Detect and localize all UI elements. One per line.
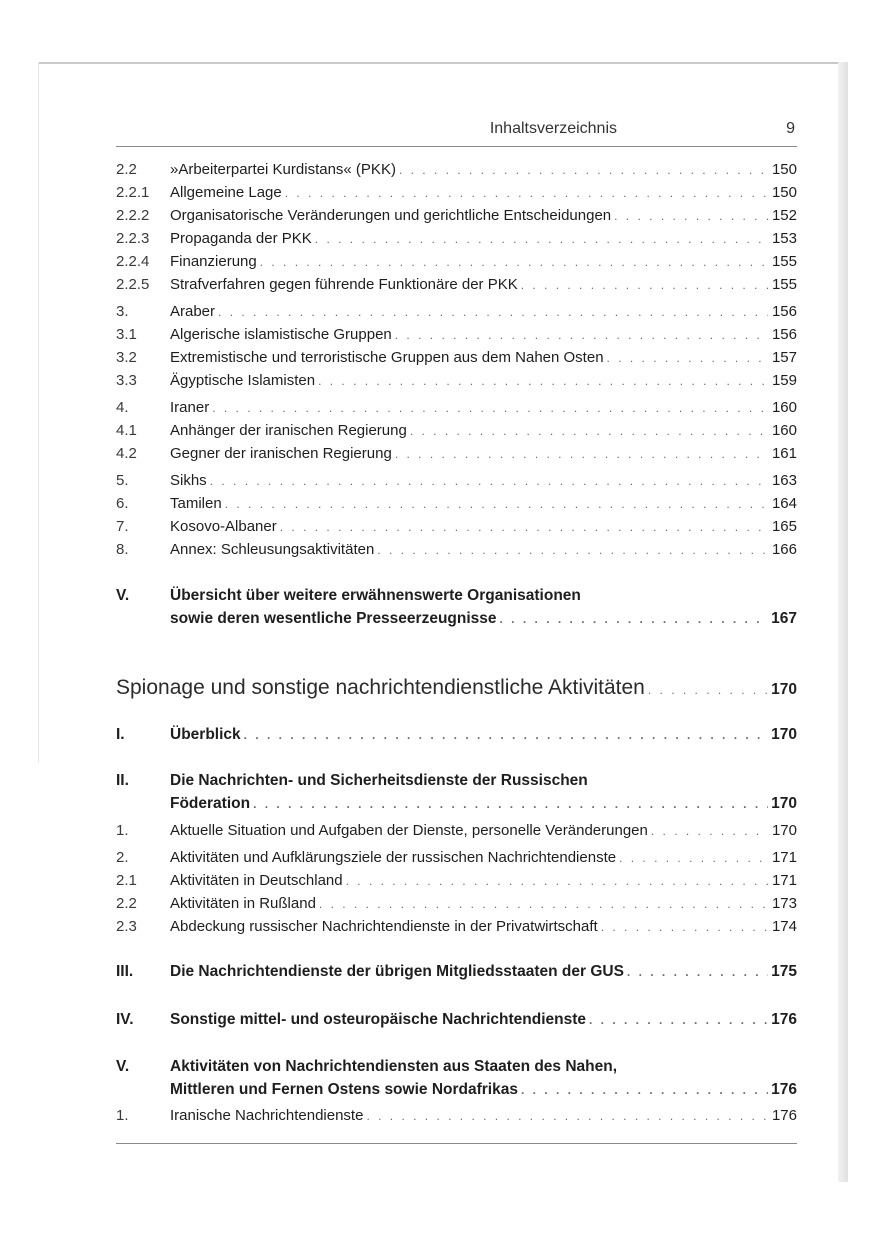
entry-title: »Arbeiterpartei Kurdistans« (PKK) bbox=[170, 161, 396, 178]
entry-page: 155 bbox=[771, 276, 797, 293]
entry-page: 171 bbox=[771, 849, 797, 866]
toc-entry[interactable] bbox=[116, 1106, 797, 1126]
dot-leader bbox=[315, 229, 768, 249]
dot-leader bbox=[614, 206, 768, 226]
entry-page: 171 bbox=[771, 872, 797, 889]
entry-title: Strafverfahren gegen führende Funktionäre der PKK bbox=[170, 276, 518, 293]
entry-title: Aktuelle Situation und Aufgaben der Dienste, personelle Veränderungen bbox=[170, 822, 648, 839]
toc-part-v2-line1[interactable] bbox=[116, 1057, 797, 1077]
part-title-line2: sowie deren wesentliche Presseerzeugnisse bbox=[170, 610, 497, 627]
toc-entry[interactable] bbox=[116, 183, 797, 203]
entry-title: Gegner der iranischen Regierung bbox=[170, 445, 392, 462]
part-title-line1: Übersicht über weitere erwähnenswerte Organisationen bbox=[170, 587, 581, 604]
dot-leader bbox=[651, 821, 768, 841]
toc-entry[interactable] bbox=[116, 302, 797, 322]
part-page: 176 bbox=[771, 1081, 797, 1098]
entry-number: 5. bbox=[116, 472, 129, 489]
dot-leader bbox=[366, 1106, 768, 1126]
toc-entry[interactable] bbox=[116, 894, 797, 914]
entry-number: 2.3 bbox=[116, 918, 137, 935]
toc-entry[interactable] bbox=[116, 517, 797, 537]
chapter-page: 170 bbox=[771, 681, 797, 698]
entry-page: 150 bbox=[771, 161, 797, 178]
entry-title: Aktivitäten und Aufklärungsziele der russischen Nachrichtendienste bbox=[170, 849, 617, 866]
part-title-line2: Mittleren und Fernen Ostens sowie Nordafrikas bbox=[170, 1081, 518, 1098]
dot-leader bbox=[285, 183, 768, 203]
dot-leader bbox=[395, 444, 768, 464]
entry-page: 165 bbox=[771, 518, 797, 535]
part-title: Überblick bbox=[170, 726, 241, 743]
toc-part-iii[interactable] bbox=[116, 962, 797, 982]
toc-entry[interactable] bbox=[116, 398, 797, 418]
dot-leader bbox=[319, 894, 768, 914]
toc-entry[interactable] bbox=[116, 160, 797, 180]
toc-entry[interactable] bbox=[116, 540, 797, 560]
dot-leader bbox=[601, 917, 768, 937]
toc-entry[interactable] bbox=[116, 371, 797, 391]
dot-leader bbox=[377, 540, 768, 560]
toc-part-v2[interactable] bbox=[116, 1080, 797, 1100]
dot-leader bbox=[589, 1010, 768, 1030]
entry-number: 6. bbox=[116, 495, 129, 512]
entry-number: 3. bbox=[116, 303, 129, 320]
entry-page: 161 bbox=[771, 445, 797, 462]
entry-number: 2.2 bbox=[116, 161, 137, 178]
dot-leader bbox=[410, 421, 768, 441]
dot-leader bbox=[212, 398, 768, 418]
entry-page: 159 bbox=[771, 372, 797, 389]
entry-page: 163 bbox=[771, 472, 797, 489]
entry-number: 2.2.3 bbox=[116, 230, 150, 247]
entry-page: 174 bbox=[771, 918, 797, 935]
part-title-line2: Föderation bbox=[170, 795, 251, 812]
entry-title: Finanzierung bbox=[170, 253, 257, 270]
entry-page: 150 bbox=[771, 184, 797, 201]
entry-number: 4.1 bbox=[116, 422, 137, 439]
part-page: 170 bbox=[771, 795, 797, 812]
entry-title: Allgemeine Lage bbox=[170, 184, 282, 201]
entry-number: 1. bbox=[116, 822, 129, 839]
entry-title: Iraner bbox=[170, 399, 210, 416]
entry-number: 8. bbox=[116, 541, 129, 558]
entry-title: Aktivitäten in Deutschland bbox=[170, 872, 343, 889]
entry-page: 157 bbox=[771, 349, 797, 366]
part-title: Die Nachrichtendienste der übrigen Mitgliedsstaaten der GUS bbox=[170, 963, 624, 980]
entry-title: Kosovo-Albaner bbox=[170, 518, 277, 535]
toc-entry[interactable] bbox=[116, 821, 797, 841]
dot-leader bbox=[648, 683, 768, 697]
toc-part-ii-line1[interactable] bbox=[116, 771, 797, 791]
entry-title: Organisatorische Veränderungen und gerichtliche Entscheidungen bbox=[170, 207, 612, 224]
dot-leader bbox=[521, 1080, 768, 1100]
toc-entry[interactable] bbox=[116, 325, 797, 345]
dot-leader bbox=[318, 371, 768, 391]
entry-title: Algerische islamistische Gruppen bbox=[170, 326, 392, 343]
toc-part-iv[interactable] bbox=[116, 1010, 797, 1030]
dot-leader bbox=[260, 252, 768, 272]
entry-number: 2. bbox=[116, 849, 129, 866]
entry-title: Annex: Schleusungsaktivitäten bbox=[170, 541, 375, 558]
dot-leader bbox=[346, 871, 768, 891]
entry-number: 2.2.2 bbox=[116, 207, 150, 224]
dot-leader bbox=[210, 471, 768, 491]
dot-leader bbox=[218, 302, 768, 322]
entry-title: Anhänger der iranischen Regierung bbox=[170, 422, 407, 439]
entry-page: 152 bbox=[771, 207, 797, 224]
toc-entry[interactable] bbox=[116, 275, 797, 295]
dot-leader bbox=[607, 348, 768, 368]
entry-number: 4. bbox=[116, 399, 129, 416]
dot-leader bbox=[244, 725, 768, 745]
toc-entry[interactable] bbox=[116, 229, 797, 249]
part-number: IV. bbox=[116, 1011, 134, 1028]
page-number: 9 bbox=[786, 120, 795, 137]
entry-page: 160 bbox=[771, 399, 797, 416]
entry-number: 7. bbox=[116, 518, 129, 535]
part-number: III. bbox=[116, 963, 134, 980]
toc-entry[interactable] bbox=[116, 471, 797, 491]
entry-number: 2.2.1 bbox=[116, 184, 150, 201]
toc-part-v[interactable] bbox=[116, 609, 797, 629]
entry-page: 173 bbox=[771, 895, 797, 912]
entry-title: Araber bbox=[170, 303, 216, 320]
entry-number: 2.1 bbox=[116, 872, 137, 889]
entry-page: 164 bbox=[771, 495, 797, 512]
running-title: Inhaltsverzeichnis bbox=[489, 120, 617, 137]
toc-part-ii[interactable] bbox=[116, 794, 797, 814]
part-number: V. bbox=[116, 1058, 130, 1075]
entry-page: 160 bbox=[771, 422, 797, 439]
entry-page: 170 bbox=[771, 822, 797, 839]
toc-entry[interactable] bbox=[116, 871, 797, 891]
entry-number: 4.2 bbox=[116, 445, 137, 462]
entry-page: 166 bbox=[771, 541, 797, 558]
dot-leader bbox=[521, 275, 768, 295]
footer-rule bbox=[116, 1143, 797, 1144]
entry-number: 3.3 bbox=[116, 372, 137, 389]
part-number: II. bbox=[116, 772, 129, 789]
entry-page: 156 bbox=[771, 303, 797, 320]
dot-leader bbox=[500, 609, 768, 629]
chapter-title: Spionage und sonstige nachrichtendienstliche Aktivitäten bbox=[116, 676, 645, 699]
entry-title: Propaganda der PKK bbox=[170, 230, 312, 247]
entry-number: 2.2 bbox=[116, 895, 137, 912]
toc-entry[interactable] bbox=[116, 421, 797, 441]
dot-leader bbox=[627, 962, 768, 982]
entry-page: 156 bbox=[771, 326, 797, 343]
part-title-line1: Die Nachrichten- und Sicherheitsdienste der Russischen bbox=[170, 772, 588, 789]
entry-title: Sikhs bbox=[170, 472, 207, 489]
dot-leader bbox=[280, 517, 768, 537]
dot-leader bbox=[399, 160, 768, 180]
entry-number: 2.2.4 bbox=[116, 253, 150, 270]
entry-title: Iranische Nachrichtendienste bbox=[170, 1107, 364, 1124]
dot-leader bbox=[619, 848, 768, 868]
part-title-line1: Aktivitäten von Nachrichtendiensten aus Staaten des Nahen, bbox=[170, 1058, 618, 1075]
dot-leader bbox=[253, 794, 768, 814]
part-number: I. bbox=[116, 726, 125, 743]
entry-title: Extremistische und terroristische Gruppen aus dem Nahen Osten bbox=[170, 349, 604, 366]
entry-title: Tamilen bbox=[170, 495, 222, 512]
part-title: Sonstige mittel- und osteuropäische Nachrichtendienste bbox=[170, 1011, 586, 1028]
toc-entry[interactable] bbox=[116, 494, 797, 514]
toc-entry[interactable] bbox=[116, 206, 797, 226]
entry-number: 1. bbox=[116, 1107, 129, 1124]
entry-number: 3.2 bbox=[116, 349, 137, 366]
part-number: V. bbox=[116, 587, 130, 604]
part-page: 170 bbox=[771, 726, 797, 743]
part-page: 175 bbox=[771, 963, 797, 980]
entry-page: 155 bbox=[771, 253, 797, 270]
toc-part-i[interactable] bbox=[116, 725, 797, 745]
entry-page: 176 bbox=[771, 1107, 797, 1124]
entry-title: Aktivitäten in Rußland bbox=[170, 895, 316, 912]
entry-page: 153 bbox=[771, 230, 797, 247]
dot-leader bbox=[395, 325, 768, 345]
toc-entry[interactable] bbox=[116, 917, 797, 937]
entry-title: Abdeckung russischer Nachrichtendienste in der Privatwirtschaft bbox=[170, 918, 598, 935]
toc-entry[interactable] bbox=[116, 848, 797, 868]
toc-entry[interactable] bbox=[116, 252, 797, 272]
part-page: 167 bbox=[771, 610, 797, 627]
toc-chapter[interactable] bbox=[116, 676, 797, 700]
toc-entry[interactable] bbox=[116, 444, 797, 464]
entry-title: Ägyptische Islamisten bbox=[170, 372, 316, 389]
toc-part-v-line1[interactable] bbox=[116, 586, 797, 606]
toc-entry[interactable] bbox=[116, 348, 797, 368]
entry-number: 2.2.5 bbox=[116, 276, 150, 293]
part-page: 176 bbox=[771, 1011, 797, 1028]
entry-number: 3.1 bbox=[116, 326, 137, 343]
dot-leader bbox=[225, 494, 768, 514]
